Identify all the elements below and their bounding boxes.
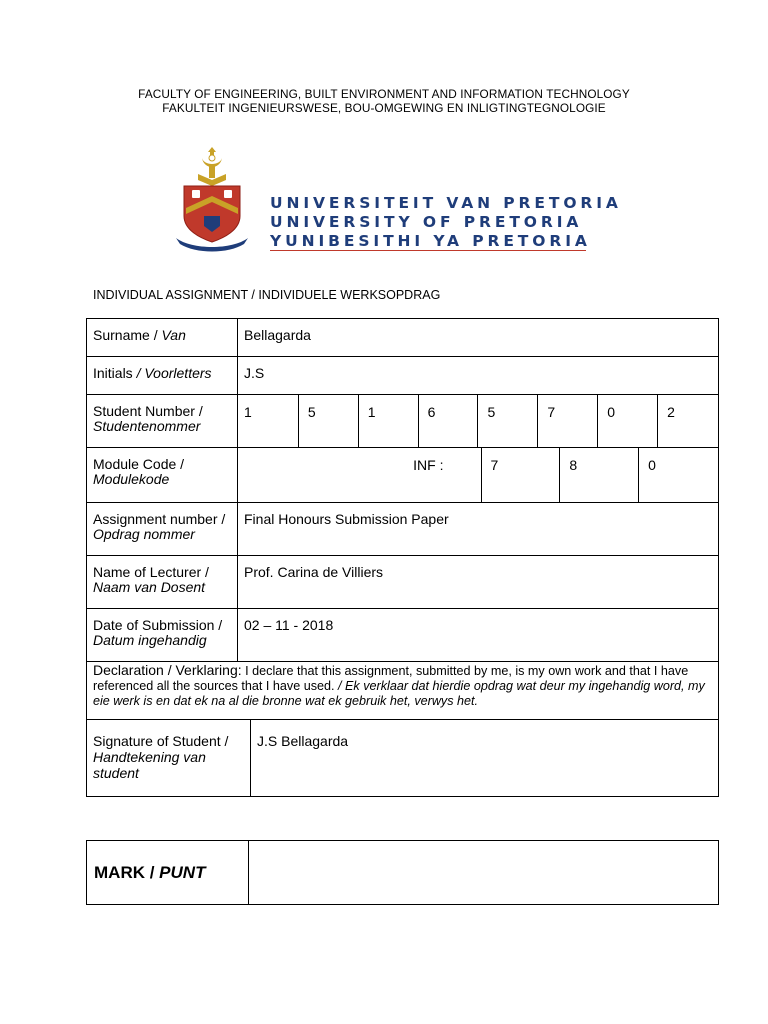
initials-label: Initials / Voorletters <box>93 365 212 381</box>
student-number-row <box>87 395 719 448</box>
signature-row <box>87 720 719 797</box>
surname-label: Surname / Van <box>93 327 186 343</box>
university-names <box>270 194 622 251</box>
student-digit-box[interactable]: 6 <box>418 395 478 447</box>
mark-table <box>86 840 719 905</box>
initials-row <box>87 357 719 395</box>
faculty-name-af: FAKULTEIT INGENIEURSWESE, BOU-OMGEWING EN INLIGTINGTEGNOLOGIE <box>162 101 606 115</box>
student-number-digits <box>238 395 718 447</box>
cover-form <box>86 318 719 797</box>
lecturer-label: Name of Lecturer / Naam van Dosent <box>93 564 209 595</box>
module-digit-box[interactable]: 8 <box>559 448 638 502</box>
assignment-number-field[interactable]: Final Honours Submission Paper <box>244 511 449 527</box>
assignment-number-row <box>87 503 719 556</box>
surname-field[interactable]: Bellagarda <box>244 327 311 343</box>
declaration-text <box>87 662 718 709</box>
student-digit-box[interactable]: 1 <box>358 395 418 447</box>
university-name-af: UNIVERSITEIT VAN PRETORIA <box>270 194 622 212</box>
signature-field[interactable]: J.S Bellagarda <box>257 733 349 749</box>
university-logo <box>172 146 622 256</box>
student-digit-box[interactable]: 1 <box>244 404 252 420</box>
student-digit-box[interactable]: 5 <box>298 395 358 447</box>
surname-row <box>87 319 719 357</box>
declaration-en: I declare that this assignment, submitted by me, is my own work and that I have referenced all the sources that I have used. <box>93 664 689 693</box>
student-digit-box[interactable]: 2 <box>657 395 718 447</box>
student-digit-box[interactable]: 7 <box>537 395 597 447</box>
declaration-label: Declaration / Verklaring: <box>93 662 242 678</box>
assignment-title: INDIVIDUAL ASSIGNMENT / INDIVIDUELE WERKSOPDRAG <box>93 288 441 302</box>
module-digit-box[interactable]: 0 <box>638 448 718 502</box>
mark-field[interactable] <box>249 841 719 905</box>
university-name-en: UNIVERSITY OF PRETORIA <box>270 213 583 231</box>
logo-underline <box>270 250 586 251</box>
module-prefix: INF : <box>413 457 444 473</box>
mark-label: MARK / PUNT <box>87 841 249 905</box>
initials-field[interactable]: J.S <box>244 365 265 381</box>
declaration-row <box>87 662 719 720</box>
module-code-label: Module Code / Modulekode <box>93 456 185 487</box>
faculty-name-en: FACULTY OF ENGINEERING, BUILT ENVIRONMENT AND INFORMATION TECHNOLOGY <box>138 87 630 101</box>
module-digit-box[interactable]: 7 <box>481 448 560 502</box>
lecturer-field[interactable]: Prof. Carina de Villiers <box>244 564 384 580</box>
student-digit-box[interactable]: 0 <box>597 395 657 447</box>
student-digit-box[interactable]: 5 <box>477 395 537 447</box>
university-crest-icon <box>172 146 252 254</box>
submission-date-row <box>87 609 719 662</box>
module-code-boxes <box>238 448 718 502</box>
submission-date-field[interactable]: 02 – 11 - 2018 <box>244 617 334 633</box>
faculty-header <box>0 87 768 115</box>
assignment-number-label: Assignment number / Opdrag nommer <box>93 511 226 542</box>
module-code-row <box>87 448 719 503</box>
declaration-af: / Ek verklaar dat hierdie opdrag wat deur my ingehandig word, my eie werk is en dat ek na al die bronne wat ek gebruik het, verwys het. <box>93 679 705 708</box>
student-number-label: Student Number / Studentenommer <box>93 403 203 434</box>
signature-label: Signature of Student / Handtekening van student <box>87 720 251 796</box>
submission-date-label: Date of Submission / Datum ingehandig <box>93 617 223 648</box>
university-name-zu: YUNIBESITHI YA PRETORIA <box>270 232 591 250</box>
lecturer-row <box>87 556 719 609</box>
